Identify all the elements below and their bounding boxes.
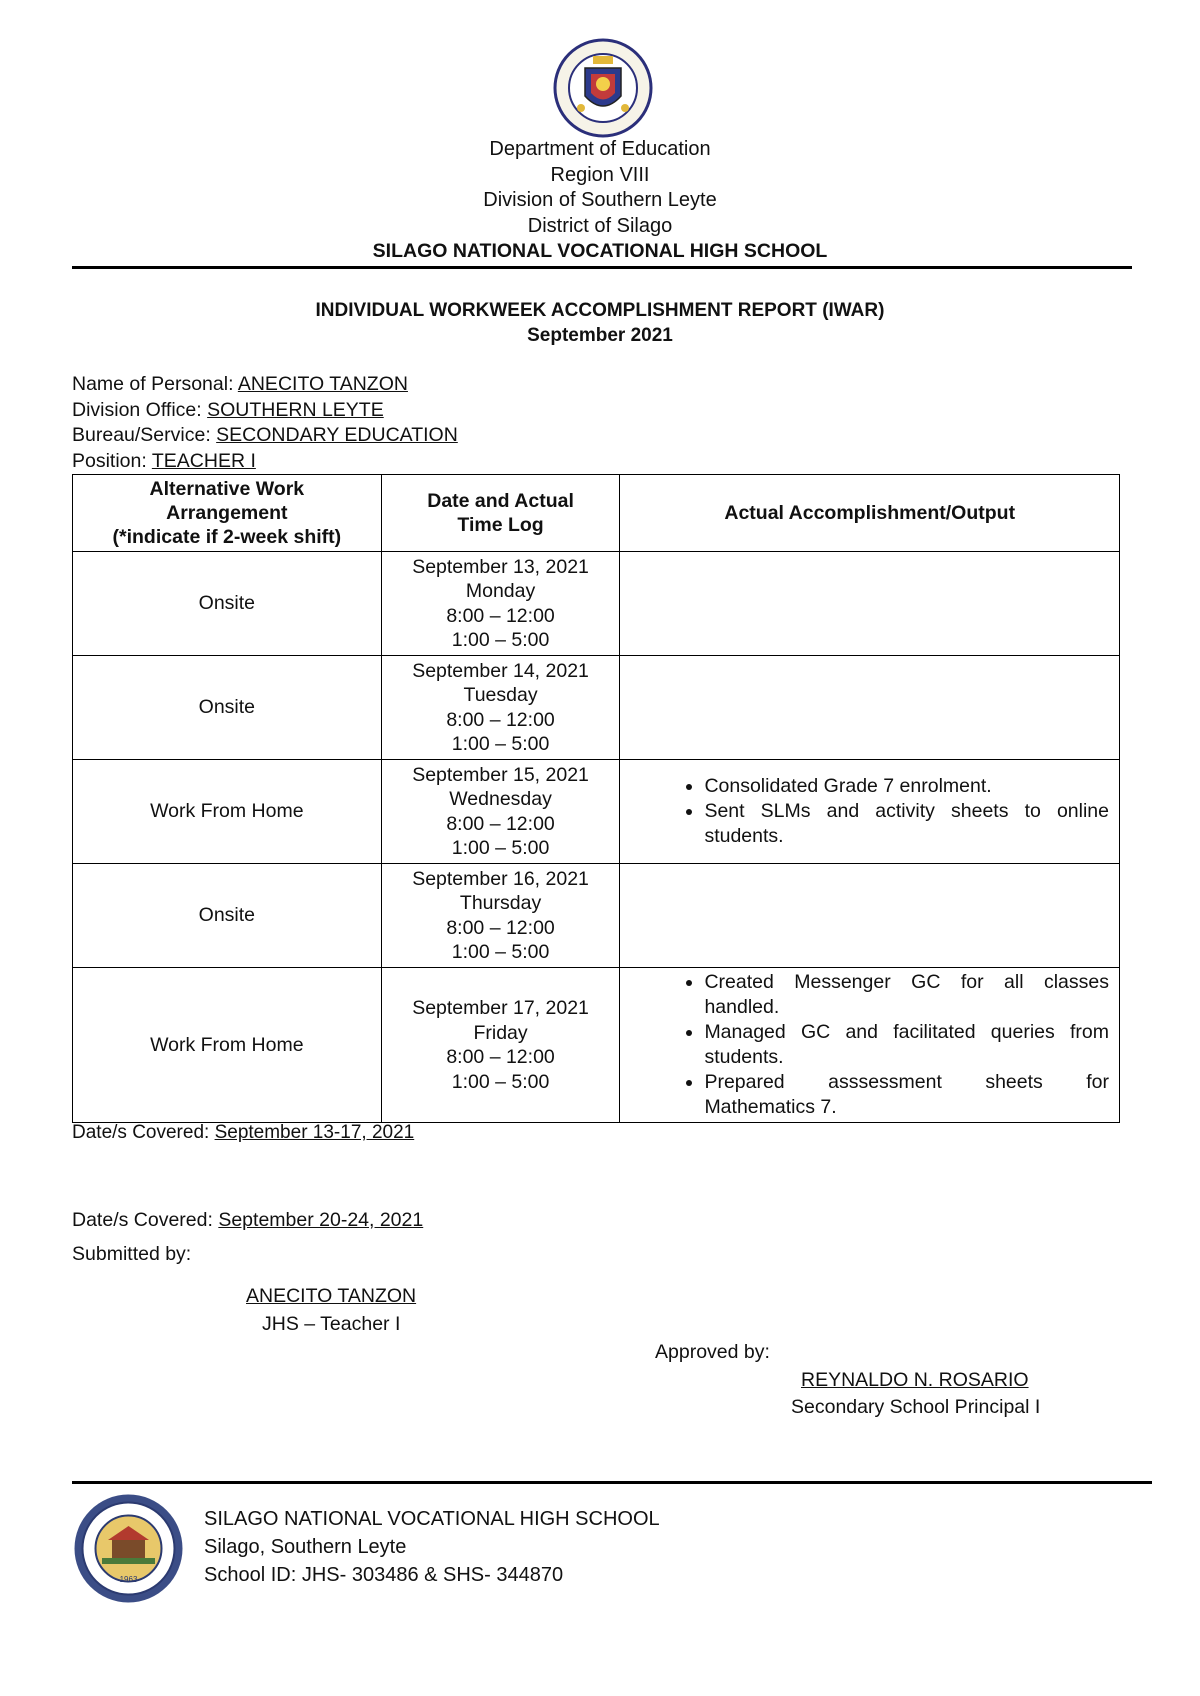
- position-label: Position:: [72, 449, 152, 472]
- dates-covered-second: [72, 1209, 423, 1232]
- footer-address: [204, 1505, 660, 1589]
- time-log-day: Tuesday: [463, 684, 538, 706]
- deped-seal-logo: [553, 38, 653, 138]
- arrangement-cell: Work From Home: [73, 760, 382, 864]
- dates-covered-value: September 20-24, 2021: [218, 1209, 424, 1231]
- arrangement-cell: Onsite: [73, 552, 382, 656]
- dates-covered-label: Date/s Covered:: [72, 1122, 215, 1143]
- position-row: [72, 449, 458, 475]
- time-log-pm: 1:00 – 5:00: [451, 1070, 550, 1093]
- table-row: [73, 552, 1120, 656]
- header-arrangement-line3: (*indicate if 2-week shift): [112, 526, 342, 548]
- submitter-name: ANECITO TANZON: [246, 1285, 417, 1307]
- table-row: [73, 760, 1120, 864]
- name-value: ANECITO TANZON: [237, 373, 408, 395]
- dates-covered-first: [72, 1122, 414, 1144]
- accomplishment-item: • Consolidated Grade 7 enrolment.: [704, 774, 1109, 799]
- time-log-day: Thursday: [459, 892, 542, 914]
- approver-name: REYNALDO N. ROSARIO: [801, 1369, 1029, 1391]
- date-time-cell: [381, 552, 620, 656]
- header-arrangement-line1: Alternative Work: [149, 478, 305, 500]
- footer-school-name: SILAGO NATIONAL VOCATIONAL HIGH SCHOOL: [204, 1508, 660, 1530]
- table-row: [73, 656, 1120, 760]
- accomplishment-item: • Sent SLMs and activity sheets to online students.: [704, 799, 1109, 849]
- report-period: September 2021: [527, 325, 673, 346]
- date-time-cell: [381, 864, 620, 968]
- division-row: [72, 398, 458, 424]
- submitted-by-label: Submitted by:: [72, 1243, 192, 1265]
- time-log-day: Friday: [473, 1021, 528, 1044]
- dates-covered-value: September 13-17, 2021: [214, 1122, 415, 1143]
- accomplishment-cell: [620, 552, 1120, 656]
- time-log-date: September 17, 2021: [412, 997, 589, 1019]
- accomplishment-item: • Managed GC and facilitated queries from students.: [704, 1020, 1109, 1070]
- arrangement-cell: Work From Home: [73, 968, 382, 1123]
- letterhead: [0, 137, 1200, 265]
- time-log-date: September 14, 2021: [412, 659, 589, 682]
- table-row: [73, 968, 1120, 1123]
- submitter-position: JHS – Teacher I: [262, 1313, 401, 1335]
- dates-covered-label: Date/s Covered:: [72, 1209, 219, 1231]
- header-divider: [72, 266, 1132, 269]
- accomplishment-list: [620, 970, 1109, 1120]
- time-log-am: 8:00 – 12:00: [446, 1046, 555, 1068]
- time-log-pm: 1:00 – 5:00: [451, 837, 550, 859]
- approver-position: Secondary School Principal I: [791, 1396, 1041, 1418]
- accomplishment-cell: [620, 760, 1120, 864]
- header-arrangement-line2: Arrangement: [166, 502, 288, 524]
- table-body: [73, 552, 1120, 1123]
- bureau-label: Bureau/Service:: [72, 424, 217, 446]
- accomplishment-item: • Created Messenger GC for all classes handled.: [704, 970, 1109, 1020]
- date-time-cell: [381, 656, 620, 760]
- accomplishment-item: • Prepared asssessment sheets for Mathematics 7.: [704, 1070, 1109, 1120]
- column-header-accomplishment: Actual Accomplishment/Output: [620, 475, 1120, 552]
- bureau-value: SECONDARY EDUCATION: [216, 424, 458, 446]
- header-date-line1: Date and Actual: [427, 490, 574, 512]
- column-header-arrangement: [73, 475, 382, 552]
- date-time-cell: [381, 760, 620, 864]
- table-row: [73, 864, 1120, 968]
- time-log-date: September 15, 2021: [412, 763, 589, 786]
- bureau-row: [72, 423, 458, 449]
- time-log-pm: 1:00 – 5:00: [451, 629, 550, 651]
- arrangement-cell: Onsite: [73, 656, 382, 760]
- personnel-info: [72, 372, 458, 474]
- accomplishment-cell: [620, 656, 1120, 760]
- column-header-date: [381, 475, 620, 552]
- school-logo-year: 1963: [119, 1575, 138, 1584]
- accomplishment-list: [620, 774, 1109, 849]
- accomplishment-cell: [620, 968, 1120, 1123]
- time-log-date: September 13, 2021: [412, 555, 589, 578]
- time-log-am: 8:00 – 12:00: [446, 812, 555, 835]
- division-value: SOUTHERN LEYTE: [207, 398, 384, 421]
- approved-by-label: Approved by:: [655, 1341, 770, 1363]
- school-name: SILAGO NATIONAL VOCATIONAL HIGH SCHOOL: [372, 240, 828, 262]
- header-date-line2: Time Log: [457, 514, 544, 536]
- region-line: Region VIII: [550, 163, 650, 186]
- division-line: Division of Southern Leyte: [483, 189, 717, 211]
- table-header-row: [73, 475, 1120, 552]
- time-log-day: Monday: [465, 580, 536, 602]
- division-label: Division Office:: [72, 398, 208, 421]
- district-line: District of Silago: [527, 214, 673, 237]
- time-log-am: 8:00 – 12:00: [446, 708, 555, 731]
- department-line: Department of Education: [489, 138, 711, 160]
- footer-divider: [72, 1481, 1152, 1484]
- name-row: [72, 372, 458, 398]
- time-log-date: September 16, 2021: [412, 867, 589, 890]
- position-value: TEACHER I: [151, 449, 256, 472]
- accomplishment-cell: [620, 864, 1120, 968]
- time-log-day: Wednesday: [449, 788, 552, 810]
- footer-address-line: Silago, Southern Leyte: [204, 1536, 407, 1558]
- time-log-am: 8:00 – 12:00: [446, 916, 555, 939]
- footer-school-id: School ID: JHS- 303486 & SHS- 344870: [204, 1564, 564, 1586]
- arrangement-cell: Onsite: [73, 864, 382, 968]
- accomplishment-table: [72, 474, 1120, 1123]
- time-log-pm: 1:00 – 5:00: [451, 733, 550, 755]
- date-time-cell: [381, 968, 620, 1123]
- school-logo: [72, 1492, 185, 1605]
- time-log-pm: 1:00 – 5:00: [451, 941, 550, 963]
- report-title-block: [0, 298, 1200, 348]
- time-log-am: 8:00 – 12:00: [446, 604, 555, 627]
- report-title: INDIVIDUAL WORKWEEK ACCOMPLISHMENT REPORT (IWAR): [315, 300, 885, 321]
- name-label: Name of Personal:: [72, 373, 238, 395]
